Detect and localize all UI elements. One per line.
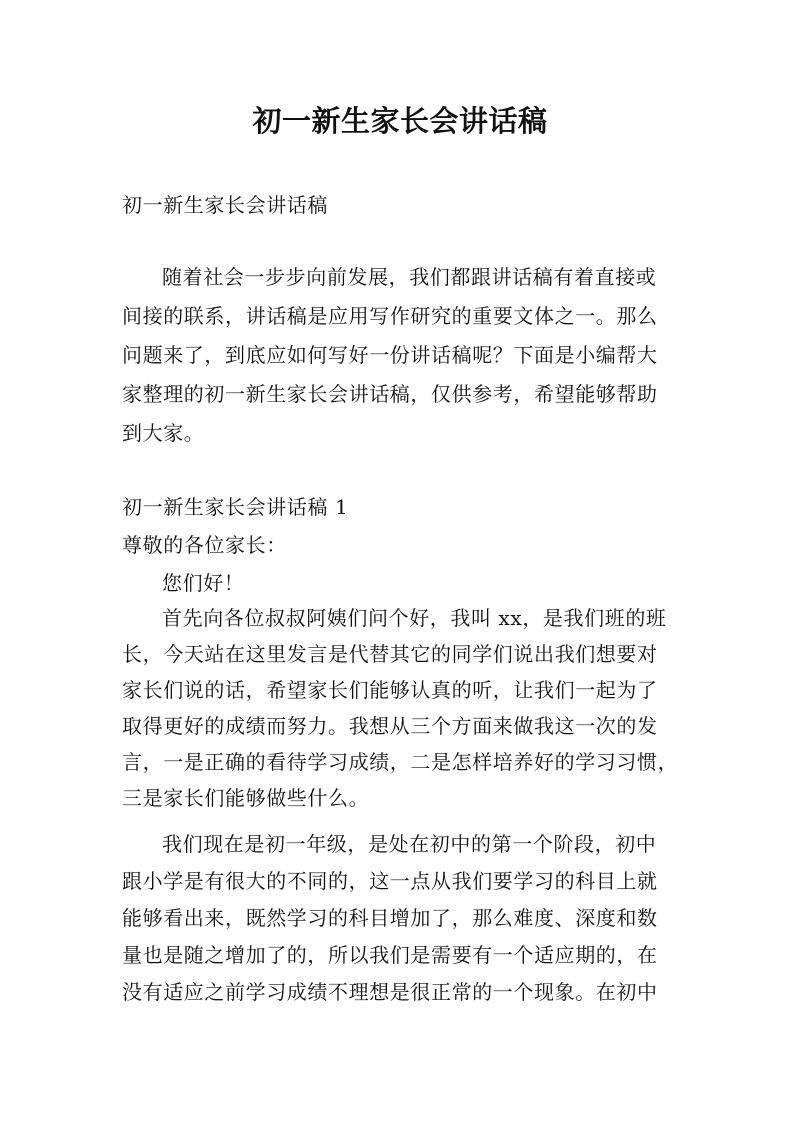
intro-line: 问题来了，到底应如何写好一份讲话稿呢？下面是小编帮大 [122,343,658,367]
document-subtitle: 初一新生家长会讲话稿 [122,193,328,217]
paragraph-line: 我们现在是初一年级，是处在初中的第一个阶段，初中 [162,832,657,856]
intro-line: 间接的联系，讲话稿是应用写作研究的重要文体之一。那么 [122,304,658,328]
document-title: 初一新生家长会讲话稿 [252,104,548,138]
paragraph-line: 首先向各位叔叔阿姨们问个好，我叫 xx，是我们班的班 [162,606,667,630]
paragraph-line: 言，一是正确的看待学习成绩，二是怎样培养好的学习习惯， [122,750,679,774]
paragraph-line: 量也是随之增加了的，所以我们是需要有一个适应期的，在 [122,943,658,967]
paragraph-line: 没有适应之前学习成绩不理想是很正常的一个现象。在初中 [122,980,658,1004]
greeting: 您们好！ [162,571,245,595]
intro-line: 家整理的初一新生家长会讲话稿，仅供参考，希望能够帮助 [122,382,658,406]
paragraph-line: 长，今天站在这里发言是代替其它的同学们说出我们想要对 [122,642,658,666]
paragraph-line: 取得更好的成绩而努力。我想从三个方面来做我这一次的发 [122,714,658,738]
paragraph-line: 跟小学是有很大的不同的，这一点从我们要学习的科目上就 [122,869,658,893]
paragraph-line: 家长们说的话，希望家长们能够认真的听，让我们一起为了 [122,678,658,702]
paragraph-line: 三是家长们能够做些什么。 [122,786,370,810]
intro-line: 到大家。 [122,421,205,445]
salutation: 尊敬的各位家长： [122,533,287,557]
section-heading: 初一新生家长会讲话稿 1 [122,495,349,519]
paragraph-line: 能够看出来，既然学习的科目增加了，那么难度、深度和数 [122,906,658,930]
intro-line: 随着社会一步步向前发展，我们都跟讲话稿有着直接或 [162,265,657,289]
